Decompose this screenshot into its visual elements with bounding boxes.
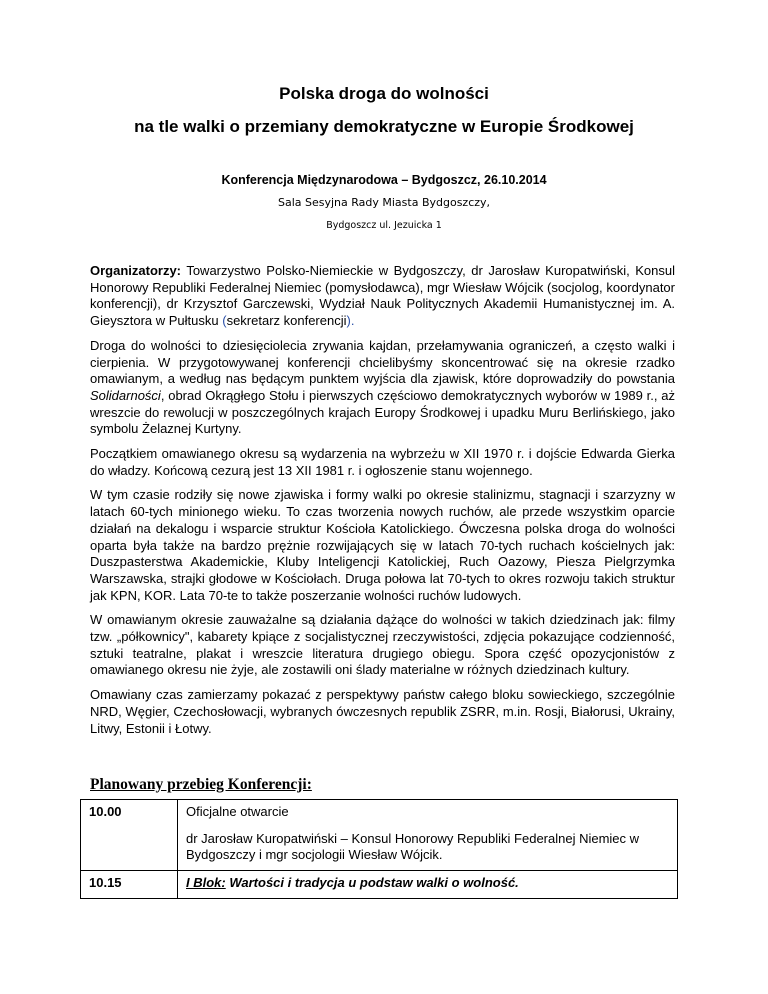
organizers-role: sekretarz konferencji bbox=[226, 313, 347, 329]
organizers-paragraph bbox=[90, 263, 675, 330]
document-subtitle: na tle walki o przemiany demokratyczne w Europie Środkowej bbox=[134, 117, 634, 136]
schedule-block-title bbox=[186, 875, 669, 892]
table-row bbox=[81, 871, 678, 899]
schedule-item-detail: dr Jarosław Kuropatwiński – Konsul Honorowy Republiki Federalnej Niemiec w Bydgoszczy i mgr socjologii Wiesław Wójcik. bbox=[186, 830, 640, 863]
table-row bbox=[81, 800, 678, 871]
conference-line: Konferencja Międzynarodowa – Bydgoszcz, 26.10.2014 bbox=[221, 173, 547, 187]
block-label: I Blok: bbox=[186, 875, 226, 891]
schedule-item-title: Oficjalne otwarcie bbox=[186, 804, 289, 819]
schedule-heading: Planowany przebieg Konferencji: bbox=[90, 776, 312, 793]
schedule-time: 10.00 bbox=[81, 800, 178, 871]
paragraph-1 bbox=[90, 338, 675, 438]
schedule-time: 10.15 bbox=[81, 871, 178, 899]
block-text: Wartości i tradycja u podstaw walki o wolność. bbox=[225, 875, 519, 891]
document-title: Polska droga do wolności bbox=[279, 84, 489, 103]
organizers-text: Towarzystwo Polsko-Niemieckie w Bydgoszczy, dr Jarosław Kuropatwiński, Konsul Honorowy Republiki Federalnej Niemiec (pomysłodawca), mgr Wiesław Wójcik (socjolog, koordynator konferencji), dr Krzysztof Garczewski, Wydział Nauk Politycznych Akademii Humanistycznej im. A. Gieysztora w Pułtusku bbox=[90, 263, 675, 329]
paragraph-2: Początkiem omawianego okresu są wydarzenia na wybrzeżu w XII 1970 r. i dojście Edwarda Gierka do władzy. Końcową cezurą jest 13 XII 1981 r. i ogłoszenie stanu wojennego. bbox=[90, 446, 675, 478]
paragraph-3: W tym czasie rodziły się nowe zjawiska i formy walki po okresie stalinizmu, stagnacji i szarzyzny w latach 60-tych minionego wieku. To czas tworzenia nowych ruchów, ale przede wszystkim oparcie działań na dekalogu i wsparcie struktur Kościoła Katolickiego. Ówczesna polska droga do wolności oparta była także na bardzo prężnie rozwijających się w latach 70-tych ruchach kościelnych jak: Duszpasterstwa Akademickie, Kluby Inteligencji Katolickiej, Ruch Oazowy, Piesza Pielgrzymka Warszawska, strajki głodowe w Kościołach. Druga połowa lat 70-tych to okres rozwoju takich struktur jak KPN, KOR. Lata 70-te to także poszerzanie wolności ruchów ludowych. bbox=[90, 487, 675, 603]
organizers-paren-close: ). bbox=[346, 313, 355, 329]
schedule-table bbox=[80, 799, 678, 899]
schedule-item bbox=[178, 871, 678, 899]
schedule-item bbox=[178, 800, 678, 871]
body-text bbox=[90, 263, 675, 745]
paragraph-5: Omawiany czas zamierzamy pokazać z perspektywy państw całego bloku sowieckiego, szczególnie NRD, Węgier, Czechosłowacji, wybranych ówczesnych republik ZSRR, m.in. Rosji, Białorusi, Ukrainy, Litwy, Estonii i Łotwy. bbox=[90, 687, 675, 736]
paragraph-4: W omawianym okresie zauważalne są działania dążące do wolności w takich dziedzinach jak: filmy tzw. „półkownicy", kabarety kpiące z socjalistycznej rzeczywistości, zdjęcia pokazujące codzienność, sztuki teatralne, plakat i wreszcie literatura drugiego obiegu. Spora część opozycjonistów z omawianego okresu nie żyje, ale zostawili oni ślady materialne w różnych dziedzinach kultury. bbox=[90, 612, 675, 678]
address-line: Bydgoszcz ul. Jezuicka 1 bbox=[326, 220, 442, 231]
paragraph-1-text-a: Droga do wolności to dziesięciolecia zrywania kajdan, przełamywania ograniczeń, a często walki i cierpienia. W przygotowywanej konferencji chcielibyśmy skoncentrować się na okresie rzadko omawianym, a według nas będącym punktem wyjścia dla zjawisk, które doprowadziły do powstania bbox=[90, 337, 675, 387]
paragraph-1-text-b: , obrad Okrągłego Stołu i pierwszych częściowo demokratycznych wyborów w 1989 r., aż wreszcie do rewolucji w poszczególnych krajach Europy Środkowej i upadku Muru Berlińskiego, jako symbolu Żelaznej Kurtyny. bbox=[90, 387, 675, 437]
organizers-paren-open: ( bbox=[222, 313, 227, 329]
venue-line: Sala Sesyjna Rady Miasta Bydgoszczy, bbox=[277, 196, 491, 209]
organizers-label: Organizatorzy: bbox=[90, 263, 182, 278]
paragraph-1-italic: Solidarności bbox=[90, 387, 161, 403]
